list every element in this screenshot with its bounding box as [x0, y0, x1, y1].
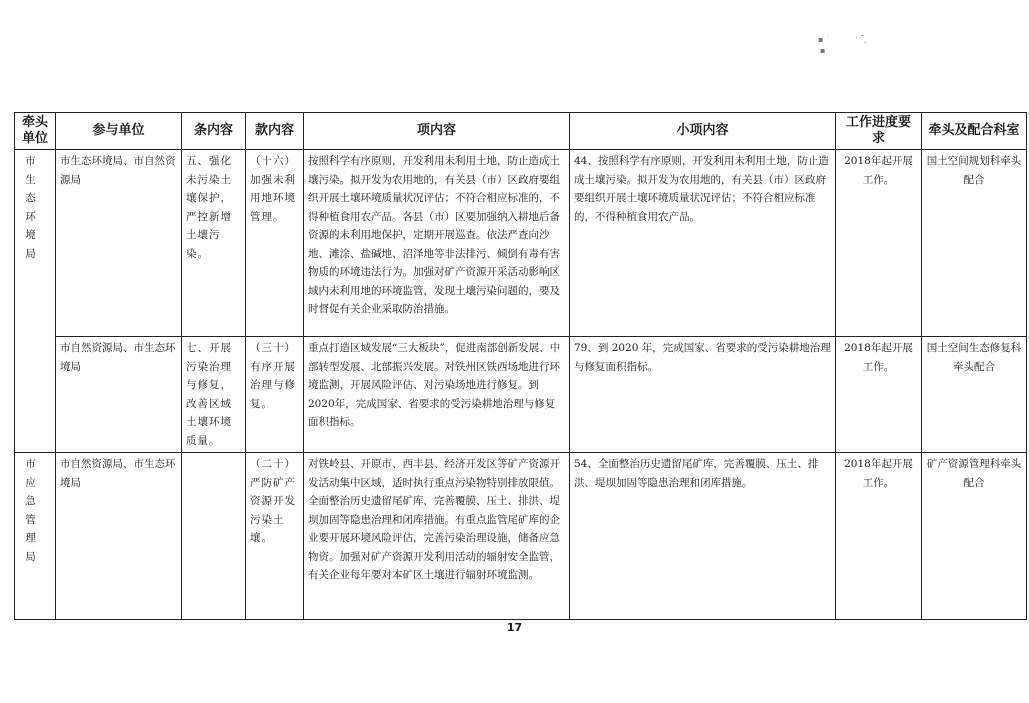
article-cell	[182, 453, 246, 620]
scan-speck: ▪ ˙	[818, 35, 830, 44]
lead-unit-cell	[15, 453, 56, 620]
subitem-cell: 79、到 2020 年，完成国家、省要求的受污染耕地治理与修复面积指标。	[570, 337, 836, 453]
clause-cell: （三十）有序开展治理与修复。	[246, 337, 304, 453]
header-clause: 款内容	[246, 113, 304, 150]
dept-cell: 国土空间规划科牵头配合	[922, 150, 1027, 337]
lead-unit-cell	[15, 150, 56, 453]
header-dept: 牵头及配合科室	[922, 113, 1027, 150]
article-cell: 七、开展污染治理与修复，改善区域土壤环境质量。	[182, 337, 246, 453]
header-subitem: 小项内容	[570, 113, 836, 150]
participants-cell: 市自然资源局、市生态环境局	[56, 337, 182, 453]
header-schedule: 工作进度要求	[836, 113, 922, 150]
table-header-row	[15, 113, 1027, 150]
subitem-cell: 44、按照科学有序原则，开发利用未利用土地，防止造成土壤污染。拟开发为农用地的，有关县（市）区政府要组织开展土壤环境质量状况评估；不符合相应标准的，不得种植食用农产品。	[570, 150, 836, 337]
table-row	[15, 150, 1027, 337]
scan-speck: ▪	[820, 46, 826, 55]
table-row	[15, 337, 1027, 453]
dept-cell: 国土空间生态修复科牵头配合	[922, 337, 1027, 453]
clause-cell: （二十）严防矿产资源开发污染土壤。	[246, 453, 304, 620]
schedule-cell: 2018年起开展工作。	[836, 150, 922, 337]
header-item: 项内容	[304, 113, 570, 150]
dept-cell: 矿产资源管理科牵头配合	[922, 453, 1027, 620]
schedule-cell: 2018年起开展工作。	[836, 337, 922, 453]
header-article: 条内容	[182, 113, 246, 150]
lead-unit-text: 市应急管理局	[25, 458, 45, 563]
participants-cell: 市自然资源局、市生态环境局	[56, 453, 182, 620]
header-lead-unit: 牵头单位	[15, 113, 56, 150]
article-cell: 五、强化未污染土壤保护，严控新增土壤污染。	[182, 150, 246, 337]
lead-unit-text: 市生态环境局	[25, 155, 45, 260]
page-number: 17	[506, 621, 523, 634]
scan-speck: · ˜‸	[855, 34, 867, 43]
clause-cell: （十六）加强未利用地环境管理。	[246, 150, 304, 337]
subitem-cell: 54、全面整治历史遗留尾矿库，完善覆膜、压土、排洪、堤坝加固等隐患治理和闭库措施。	[570, 453, 836, 620]
participants-cell: 市生态环境局、市自然资源局	[56, 150, 182, 337]
table-row	[15, 453, 1027, 620]
task-table	[14, 112, 1027, 620]
schedule-cell: 2018年起开展工作。	[836, 453, 922, 620]
item-cell: 对铁岭县、开原市、西丰县、经济开发区等矿产资源开发活动集中区域，适时执行重点污染物特别排放限值。全面整治历史遗留尾矿库，完善覆膜、压土、排洪、堤坝加固等隐患治理和闭库措施。有重点监管尾矿库的企业要开展环境风险评估，完善污染治理设施，储备应急物资。加强对矿产资源开发利用活动的辐射安全监管，有关企业每年要对本矿区土壤进行辐射环境监测。	[304, 453, 570, 620]
header-participants: 参与单位	[56, 113, 182, 150]
item-cell: 重点打造区域发展“三大板块”，促进南部创新发展、中部转型发展、北部振兴发展。对铁州区铁西场地进行环境监测，开展风险评估、对污染场地进行修复。到2020年，完成国家、省要求的受污染耕地治理与修复面积指标。	[304, 337, 570, 453]
item-cell: 按照科学有序原则，开发利用未利用土地，防止造成土壤污染。拟开发为农用地的，有关县（市）区政府要组织开展土壤环境质量状况评估；不符合相应标准的，不得种植食用农产品。各县（市）区要加强纳入耕地后备资源的未利用地保护，定期开展巡查。依法严查向沙地、滩涂、盐碱地、沼泽地等非法排污、倾倒有毒有害物质的环境违法行为。加强对矿产资源开采活动影响区域内未利用地的环境监管，发现土壤污染问题的，要及时督促有关企业采取防治措施。	[304, 150, 570, 337]
